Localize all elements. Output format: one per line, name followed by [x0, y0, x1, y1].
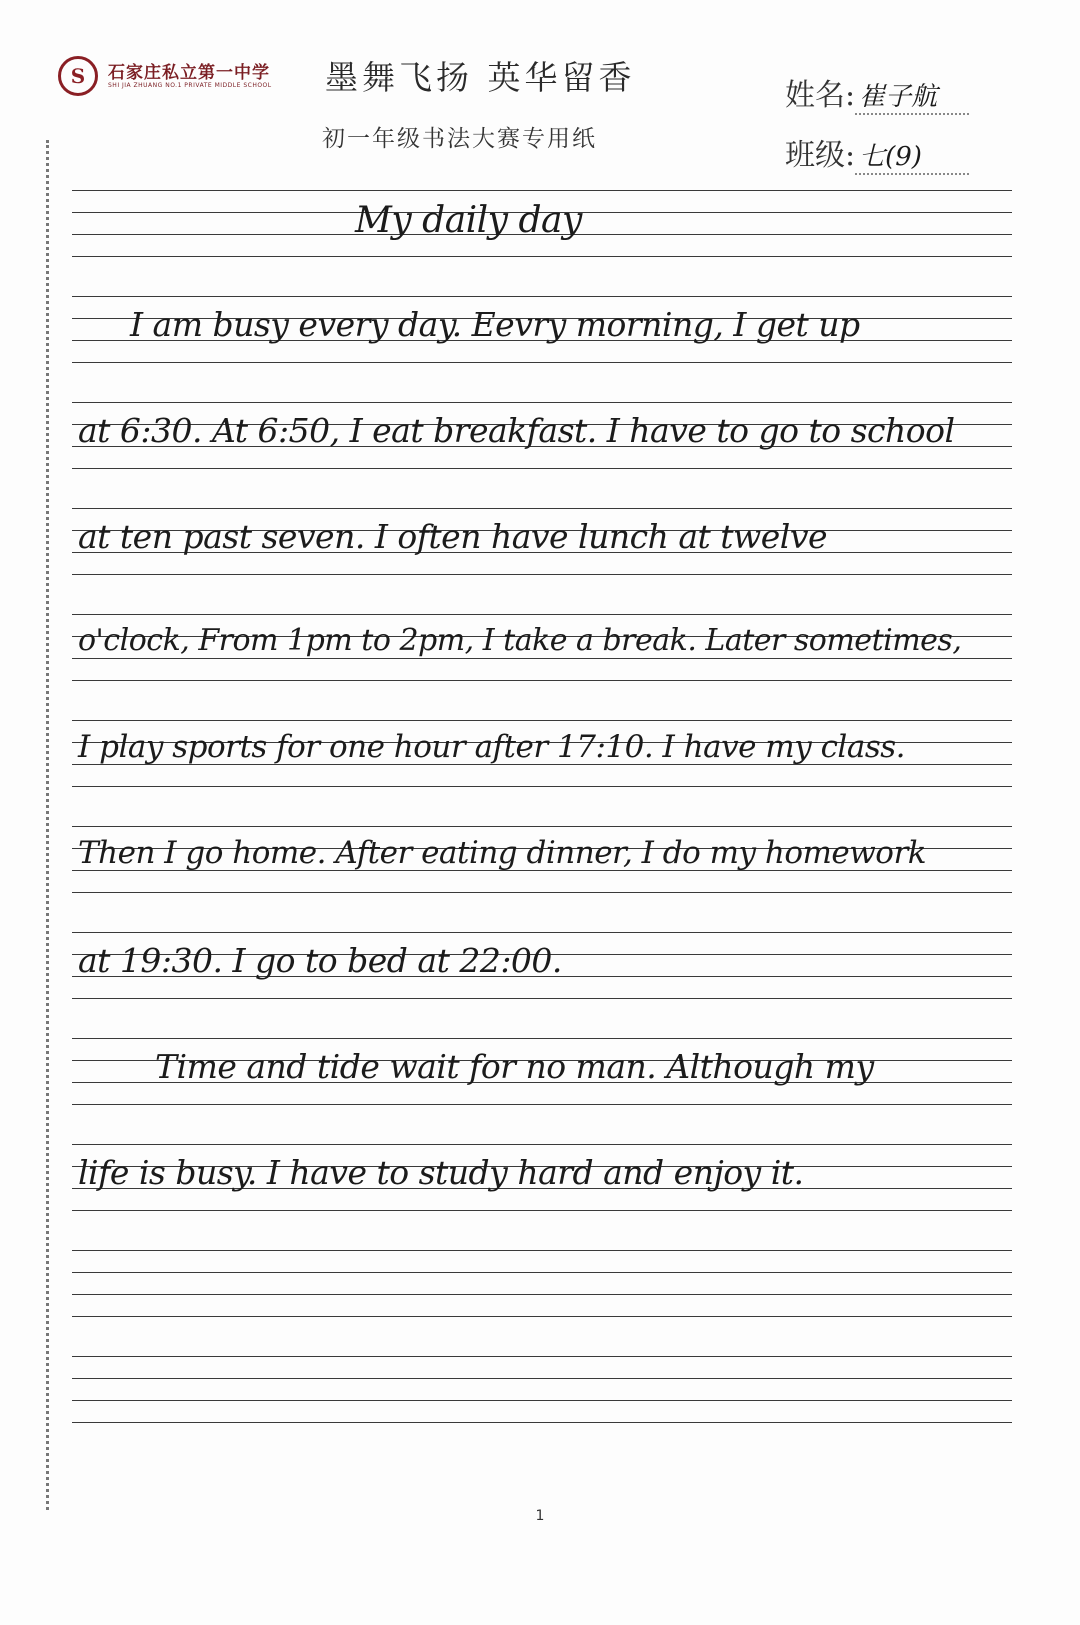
school-logo — [58, 52, 298, 102]
rule-line — [72, 1422, 1012, 1423]
essay-line: at ten past seven. I often have lunch at twelve — [78, 517, 828, 556]
rule-line — [72, 1400, 1012, 1401]
rule-line — [72, 786, 1012, 787]
rule-line — [72, 1272, 1012, 1273]
name-field — [785, 70, 969, 115]
rule-line — [72, 892, 1012, 893]
rule-line — [72, 1356, 1012, 1357]
essay-line: life is busy. I have to study hard and enjoy it. — [78, 1153, 804, 1192]
rule-line — [72, 826, 1012, 827]
contest-subtitle: 初一年级书法大赛专用纸 — [322, 126, 597, 152]
essay-line: I play sports for one hour after 17:10. I have my class. — [78, 729, 905, 765]
rule-line — [72, 1144, 1012, 1145]
name-value: 崔子航 — [855, 76, 969, 115]
rule-line — [72, 1250, 1012, 1251]
rule-line — [72, 362, 1012, 363]
essay-line: Time and tide wait for no man. Although my — [155, 1047, 874, 1086]
rule-line — [72, 1210, 1012, 1211]
rule-line — [72, 1104, 1012, 1105]
rule-line — [72, 614, 1012, 615]
essay-line: I am busy every day. Eevry morning, I get up — [130, 305, 860, 344]
rule-line — [72, 932, 1012, 933]
name-label: 姓名: — [785, 78, 856, 113]
rule-line — [72, 1294, 1012, 1295]
school-seal-icon: S — [58, 56, 98, 96]
class-field — [785, 130, 969, 175]
rule-line — [72, 1378, 1012, 1379]
essay-line: Then I go home. After eating dinner, I do my homework — [78, 835, 927, 871]
rule-line — [72, 402, 1012, 403]
school-name: 石家庄私立第一中学 — [108, 63, 270, 83]
rule-line — [72, 190, 1012, 191]
rule-line — [72, 508, 1012, 509]
page-number: 1 — [535, 1508, 545, 1524]
rule-line — [72, 296, 1012, 297]
rule-line — [72, 1038, 1012, 1039]
essay-title: My daily day — [355, 200, 582, 241]
binding-margin-line — [46, 140, 49, 1510]
motto-heading: 墨舞飞扬 英华留香 — [325, 58, 636, 97]
school-name-english: SHI JIA ZHUANG NO.1 PRIVATE MIDDLE SCHOOL — [108, 82, 272, 89]
rule-line — [72, 574, 1012, 575]
essay-line: at 19:30. I go to bed at 22:00. — [78, 941, 562, 980]
rule-line — [72, 468, 1012, 469]
rule-line — [72, 998, 1012, 999]
class-value: 七(9) — [855, 136, 969, 175]
rule-line — [72, 720, 1012, 721]
rule-line — [72, 680, 1012, 681]
rule-line — [72, 1316, 1012, 1317]
essay-line: at 6:30. At 6:50, I eat breakfast. I have to go to school — [78, 411, 955, 450]
rule-line — [72, 658, 1012, 659]
class-label: 班级: — [785, 138, 856, 173]
rule-line — [72, 256, 1012, 257]
essay-line: o'clock, From 1pm to 2pm, I take a break. Later sometimes, — [78, 623, 962, 658]
ruled-lines — [72, 190, 1012, 1470]
